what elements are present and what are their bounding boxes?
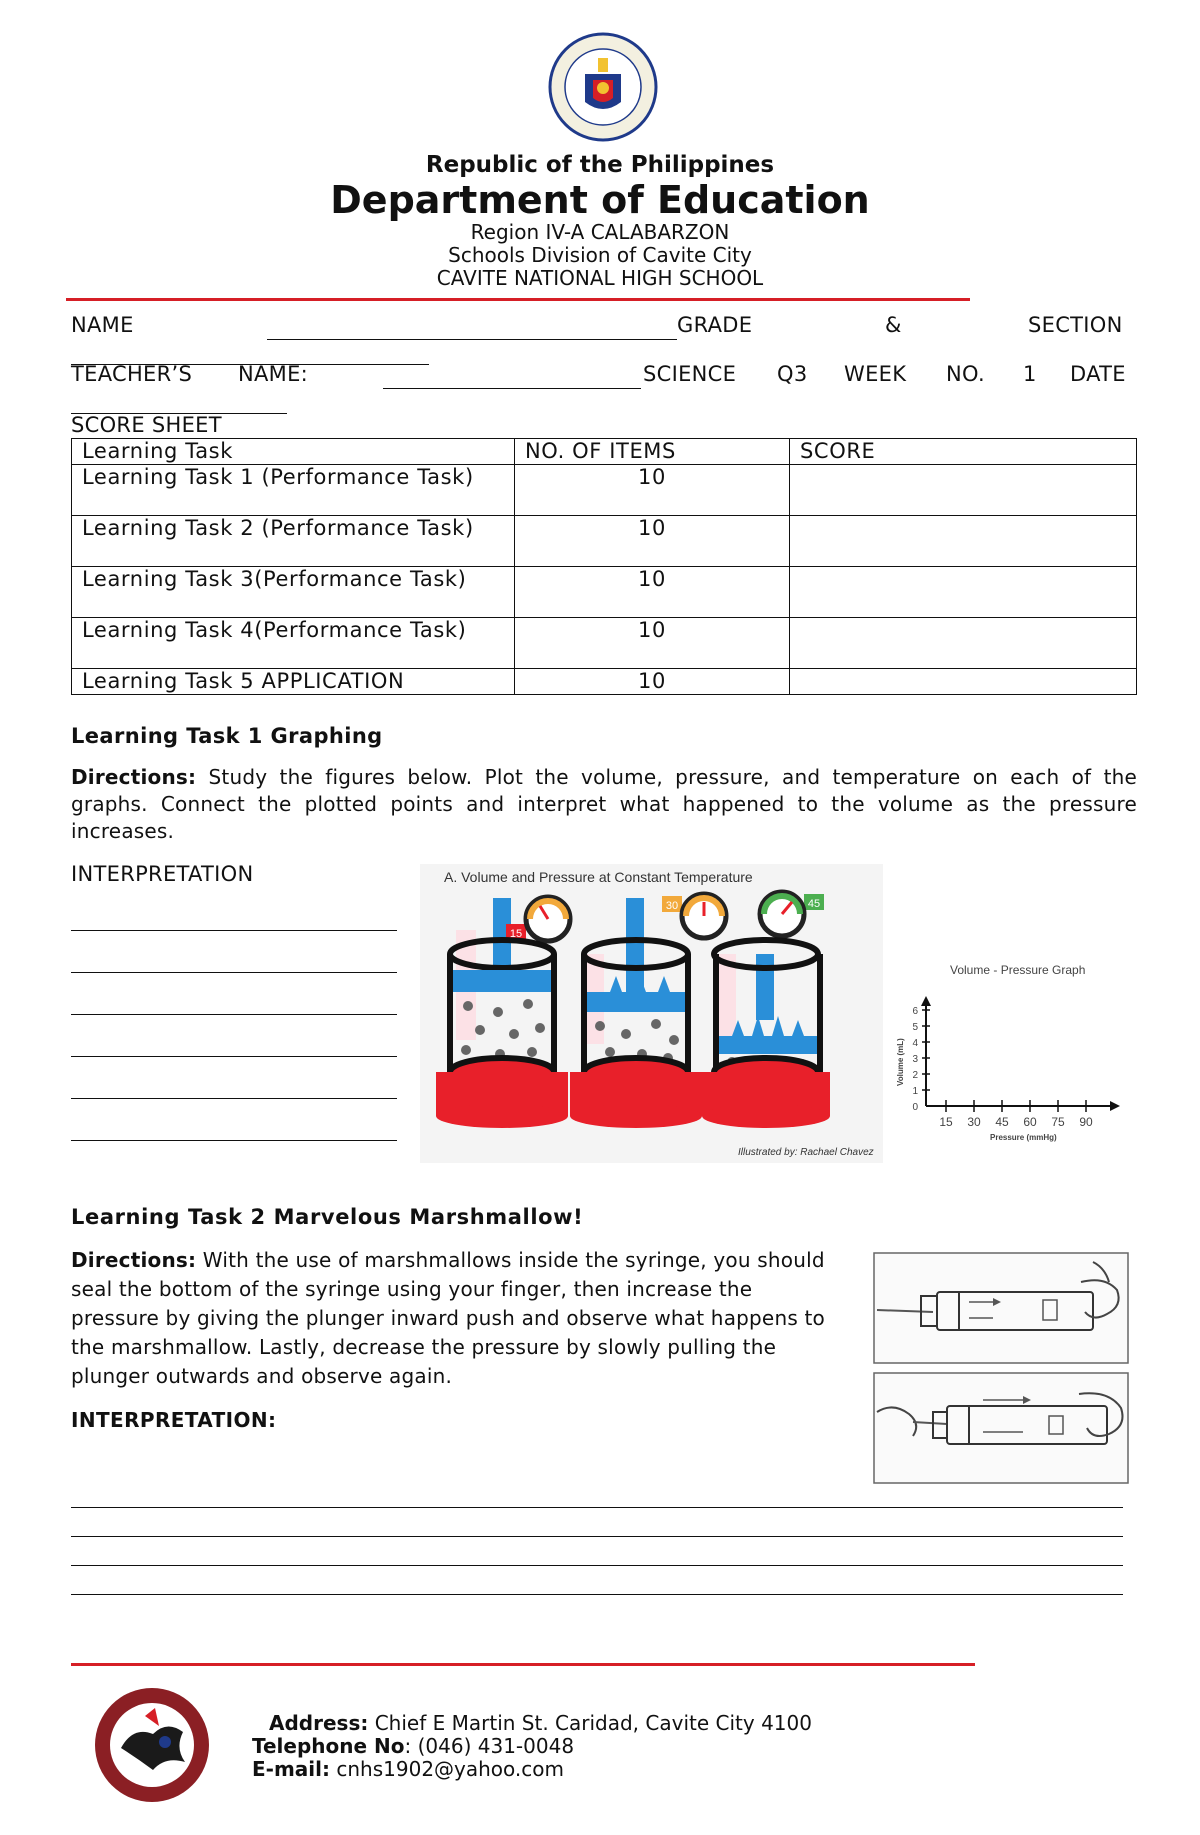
task2-answer-line[interactable] bbox=[71, 1594, 1123, 1595]
telephone-value: : (046) 431-0048 bbox=[404, 1734, 575, 1758]
task-name: Learning Task 5 APPLICATION bbox=[72, 669, 515, 695]
pressure-value-2: 30 bbox=[665, 900, 679, 912]
teacher-name-field[interactable] bbox=[383, 388, 641, 389]
task-score-cell[interactable] bbox=[790, 669, 1137, 695]
table-row bbox=[72, 567, 1137, 618]
interpretation-line[interactable] bbox=[71, 930, 397, 931]
syringe-illustration-pull bbox=[873, 1372, 1129, 1484]
week-label: WEEK bbox=[844, 362, 907, 386]
school-logo bbox=[93, 1686, 211, 1804]
task-score-cell[interactable] bbox=[790, 465, 1137, 516]
task-score-cell[interactable] bbox=[790, 567, 1137, 618]
deped-seal bbox=[548, 32, 658, 142]
task1-directions bbox=[71, 764, 1137, 845]
task-name: Learning Task 3(Performance Task) bbox=[72, 567, 515, 618]
table-row bbox=[72, 669, 1137, 695]
region-line: Region IV-A CALABARZON bbox=[470, 220, 730, 244]
task2-answer-line[interactable] bbox=[71, 1536, 1123, 1537]
y-tick: 4 bbox=[912, 1038, 918, 1049]
task1-directions-label: Directions: bbox=[71, 765, 197, 789]
header-no-of-items: NO. OF ITEMS bbox=[515, 439, 790, 465]
task-items: 10 bbox=[515, 618, 790, 669]
figure-title: A. Volume and Pressure at Constant Temperature bbox=[444, 869, 753, 885]
task1-directions-text: Study the figures below. Plot the volume, pressure, and temperature on each of the graphs. Connect the plotted points and interpret what happened to the volume as the pressure increases. bbox=[71, 765, 1137, 843]
department-title: Department of Education bbox=[330, 178, 870, 222]
name-label: NAME bbox=[71, 313, 134, 337]
task-name: Learning Task 2 (Performance Task) bbox=[72, 516, 515, 567]
task-name: Learning Task 1 (Performance Task) bbox=[72, 465, 515, 516]
y-tick: 6 bbox=[912, 1006, 918, 1017]
name-field[interactable] bbox=[267, 339, 677, 340]
volume-pressure-graph bbox=[890, 956, 1122, 1158]
table-row bbox=[72, 516, 1137, 567]
syringe-illustration-push bbox=[873, 1252, 1129, 1364]
email-value[interactable]: cnhs1902@yahoo.com bbox=[330, 1757, 564, 1781]
telephone-label: Telephone No bbox=[252, 1734, 405, 1758]
pressure-value-1: 15 bbox=[509, 928, 523, 940]
interpretation-line[interactable] bbox=[71, 1014, 397, 1015]
task-score-cell[interactable] bbox=[790, 618, 1137, 669]
ampersand: & bbox=[885, 313, 902, 337]
task2-answer-line[interactable] bbox=[71, 1507, 1123, 1508]
interpretation-line[interactable] bbox=[71, 972, 397, 973]
header-learning-task: Learning Task bbox=[72, 439, 515, 465]
division-line: Schools Division of Cavite City bbox=[448, 243, 752, 267]
task2-interpretation-label: INTERPRETATION: bbox=[71, 1408, 277, 1432]
x-axis-label: Pressure (mmHg) bbox=[990, 1133, 1057, 1142]
y-tick: 5 bbox=[912, 1022, 918, 1033]
x-tick: 30 bbox=[967, 1115, 981, 1129]
interpretation-line[interactable] bbox=[71, 1056, 397, 1057]
email-label: E-mail: bbox=[252, 1757, 331, 1781]
quarter-label: Q3 bbox=[777, 362, 808, 386]
school-line: CAVITE NATIONAL HIGH SCHOOL bbox=[436, 266, 764, 290]
x-tick: 15 bbox=[939, 1115, 953, 1129]
interpretation-line[interactable] bbox=[71, 1140, 397, 1141]
task2-directions-text: With the use of marshmallows inside the syringe, you should seal the bottom of the syringe using your finger, then increase the pressure by giving the plunger inward push and observe what happens to the marshmallow. Lastly, decrease the pressure by slowly pulling the plunger outwards and observe again. bbox=[71, 1248, 825, 1388]
task-name: Learning Task 4(Performance Task) bbox=[72, 618, 515, 669]
task2-directions bbox=[71, 1246, 841, 1391]
week-number: 1 bbox=[1023, 362, 1037, 386]
address-line bbox=[269, 1711, 812, 1735]
header-score: SCORE bbox=[790, 439, 1137, 465]
task2-title: Learning Task 2 Marvelous Marshmallow! bbox=[71, 1205, 584, 1229]
teacher-label: TEACHER’S bbox=[71, 362, 193, 386]
telephone-line bbox=[252, 1734, 574, 1758]
science-label: SCIENCE bbox=[643, 362, 737, 386]
task-items: 10 bbox=[515, 669, 790, 695]
volume-pressure-figure bbox=[420, 864, 883, 1163]
y-tick: 0 bbox=[912, 1102, 918, 1113]
x-tick: 60 bbox=[1023, 1115, 1037, 1129]
no-label: NO. bbox=[946, 362, 985, 386]
pressure-value-3: 45 bbox=[807, 898, 821, 910]
table-header-row bbox=[72, 439, 1137, 465]
republic-heading: Republic of the Philippines bbox=[425, 152, 775, 178]
score-sheet-title: SCORE SHEET bbox=[71, 413, 222, 437]
address-value: Chief E Martin St. Caridad, Cavite City 4100 bbox=[368, 1711, 812, 1735]
x-tick: 90 bbox=[1079, 1115, 1093, 1129]
task-items: 10 bbox=[515, 567, 790, 618]
task-items: 10 bbox=[515, 465, 790, 516]
task1-interpretation-label: INTERPRETATION bbox=[71, 862, 254, 886]
figure-credit: Illustrated by: Rachael Chavez bbox=[738, 1147, 874, 1158]
section-label: SECTION bbox=[1028, 313, 1123, 337]
header-divider bbox=[66, 298, 970, 301]
x-tick: 75 bbox=[1051, 1115, 1065, 1129]
y-tick: 3 bbox=[912, 1054, 918, 1065]
email-line bbox=[252, 1757, 564, 1781]
interpretation-line[interactable] bbox=[71, 1098, 397, 1099]
table-row bbox=[72, 618, 1137, 669]
y-axis-label: Volume (mL) bbox=[896, 1038, 905, 1086]
task-score-cell[interactable] bbox=[790, 516, 1137, 567]
date-label: DATE bbox=[1070, 362, 1126, 386]
grade-label: GRADE bbox=[677, 313, 753, 337]
score-table bbox=[71, 438, 1137, 695]
teacher-name-label: NAME: bbox=[238, 362, 309, 386]
table-row bbox=[72, 465, 1137, 516]
y-tick: 1 bbox=[912, 1086, 918, 1097]
x-tick: 45 bbox=[995, 1115, 1009, 1129]
task1-title: Learning Task 1 Graphing bbox=[71, 724, 383, 748]
address-label: Address: bbox=[269, 1711, 369, 1735]
y-tick: 2 bbox=[912, 1070, 918, 1081]
footer-divider bbox=[71, 1663, 975, 1666]
task2-answer-line[interactable] bbox=[71, 1565, 1123, 1566]
graph-title: Volume - Pressure Graph bbox=[950, 963, 1086, 977]
task2-directions-label: Directions: bbox=[71, 1248, 197, 1272]
task-items: 10 bbox=[515, 516, 790, 567]
